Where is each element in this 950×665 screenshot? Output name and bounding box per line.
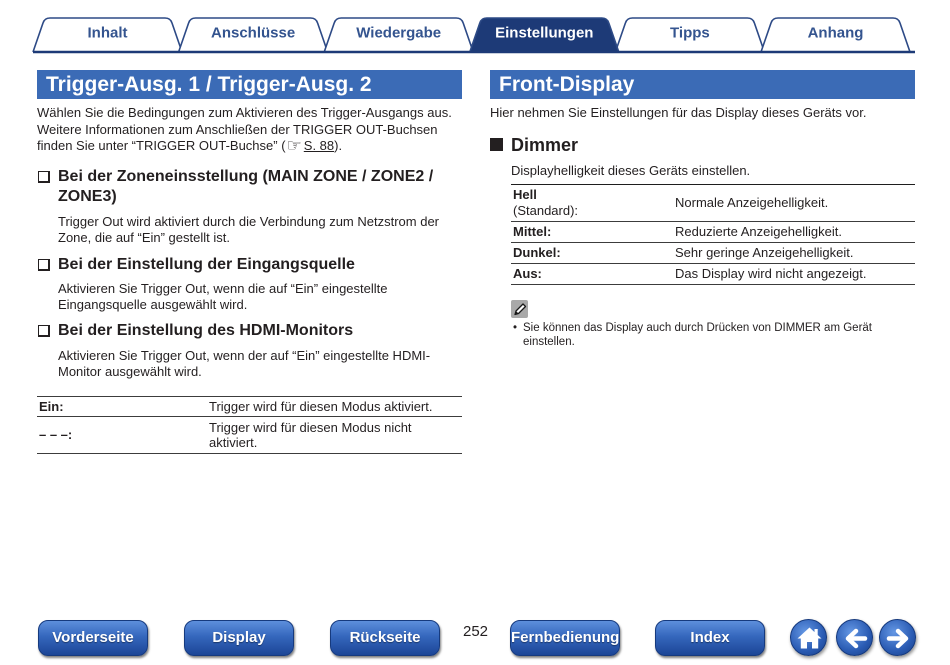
pointing-hand-icon: [287, 138, 302, 156]
back-arrow-icon: [837, 620, 874, 657]
body-line: Monitor ausgewählt wird.: [58, 364, 202, 379]
remote-control-button[interactable]: Fernbedienung: [510, 620, 620, 656]
option-label: Mittel:: [513, 224, 552, 239]
intro-line: Wählen Sie die Bedingungen zum Aktivieren des Trigger-Ausgangs aus.: [37, 105, 452, 120]
table-row: [37, 416, 462, 454]
body-line: Trigger Out wird aktiviert durch die Verbindung zum Netzstrom der: [58, 214, 440, 229]
tab-label[interactable]: Anhang: [807, 24, 864, 42]
list-item: [513, 321, 872, 349]
intro-line-prefix: finden Sie unter “TRIGGER OUT-Buchse” (: [37, 138, 286, 153]
option-label: Ein:: [39, 398, 64, 414]
intro-line: Hier nehmen Sie Einstellungen für das Display dieses Geräts vor.: [490, 105, 867, 120]
intro-line: Weitere Informationen zum Anschließen der TRIGGER OUT-Buchsen: [37, 121, 438, 137]
dimmer-title: Dimmer: [511, 135, 579, 155]
intro-text: [490, 105, 866, 122]
option-label: Hell: [513, 187, 537, 202]
note-line: • Sie können das Display auch durch Drücken von DIMMER am Gerät: [523, 322, 872, 334]
note-bullet-list: [513, 321, 872, 349]
subheading-hdmi-monitor: [37, 321, 462, 341]
table-row: [511, 242, 915, 263]
checkbox-bullet-icon: [38, 325, 50, 337]
subheading-line: ZONE3): [58, 188, 117, 205]
tab-label[interactable]: Inhalt: [87, 24, 128, 42]
forward-button[interactable]: [879, 619, 916, 656]
pencil-icon: [511, 300, 528, 318]
tab-label[interactable]: Wiedergabe: [356, 24, 442, 42]
table-row: [511, 221, 915, 242]
intro-text: [37, 105, 452, 156]
option-description-cell: [207, 399, 462, 415]
option-sublabel: (Standard):: [513, 203, 579, 218]
table-row: [511, 263, 915, 285]
intro-line-suffix: ).: [334, 138, 343, 153]
forward-arrow-icon: [880, 620, 917, 657]
trigger-output-section: [37, 0, 462, 470]
zone-setting-text: [58, 214, 439, 246]
subheading-line: Bei der Zoneneinsstellung (MAIN ZONE / ZONE2 /: [58, 168, 434, 185]
note-line: einstellen.: [523, 336, 575, 348]
option-label: Aus:: [513, 266, 542, 281]
home-icon: [791, 620, 828, 657]
option-description: Trigger wird für diesen Modus aktiviert.: [209, 398, 433, 414]
tab-label[interactable]: Tipps: [670, 24, 710, 42]
front-display-section: [490, 0, 915, 470]
index-button[interactable]: Index: [655, 620, 765, 656]
body-line: Aktivieren Sie Trigger Out, wenn der auf “Ein” eingestellte HDMI-: [58, 348, 431, 363]
checkbox-bullet-icon: [38, 171, 50, 183]
rear-panel-button[interactable]: Rückseite: [330, 620, 440, 656]
body-line: Zone, die auf “Ein” gestellt ist.: [58, 230, 230, 245]
option-description: Reduzierte Anzeigehelligkeit.: [675, 224, 842, 239]
option-description: Normale Anzeigehelligkeit.: [675, 195, 829, 210]
page-reference-text: S. 88: [303, 138, 335, 153]
option-label: Dunkel:: [513, 245, 561, 260]
input-source-text: [58, 281, 388, 313]
option-description: Trigger wird für diesen Modus nicht aktiviert.: [209, 419, 412, 450]
trigger-options-table: [37, 396, 462, 454]
subheading-zone-setting: [37, 167, 462, 207]
option-description: Das Display wird nicht angezeigt.: [675, 266, 867, 281]
page-number: 252: [463, 623, 489, 640]
option-description-cell: [207, 420, 462, 451]
section-title: Trigger-Ausg. 1 / Trigger-Ausg. 2: [37, 70, 462, 99]
table-row: [37, 396, 462, 416]
subheading-input-source: [37, 255, 462, 275]
body-line: Displayhelligkeit dieses Geräts einstellen.: [511, 163, 751, 178]
front-panel-button[interactable]: Vorderseite: [38, 620, 148, 656]
option-label: – – –:: [39, 427, 73, 443]
subheading-line: Bei der Einstellung des HDMI-Monitors: [58, 322, 354, 339]
dimmer-options-table: [511, 184, 915, 285]
intro-reference-line: [37, 138, 452, 156]
option-description: Sehr geringe Anzeigehelligkeit.: [675, 245, 854, 260]
square-bullet-icon: [490, 138, 503, 151]
dimmer-heading: [490, 134, 915, 156]
page-reference-link[interactable]: [286, 138, 335, 153]
checkbox-bullet-icon: [38, 259, 50, 271]
tab-label[interactable]: Einstellungen: [495, 24, 594, 42]
body-line: Aktivieren Sie Trigger Out, wenn die auf “Ein” eingestellte: [58, 281, 388, 296]
table-row: [511, 184, 915, 221]
body-line: Eingangsquelle ausgewählt wird.: [58, 297, 248, 312]
back-button[interactable]: [836, 619, 873, 656]
hdmi-monitor-text: [58, 348, 430, 380]
section-title: Front-Display: [490, 70, 915, 99]
option-label-cell: [511, 187, 672, 219]
tab-label[interactable]: Anschlüsse: [210, 24, 296, 42]
dimmer-description: [511, 163, 750, 179]
display-button[interactable]: Display: [184, 620, 294, 656]
subheading-line: Bei der Einstellung der Eingangsquelle: [58, 256, 355, 273]
home-button[interactable]: [790, 619, 827, 656]
